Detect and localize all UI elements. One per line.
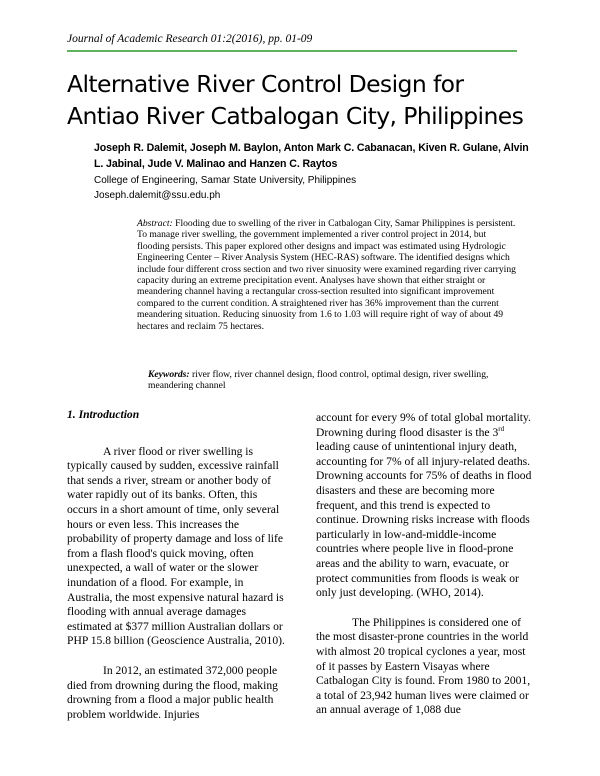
paragraph: A river flood or river swelling is typically caused by sudden, excessive rainfall that sends a river, stream or another body of water rapidly out of its banks. Often, this occurs in a short amount of time, only several hours or even less. This increases the probability of property damage and loss of life from a flash flood's quick moving, often unexpected, a wall of water or the slower inundation of a flood. For example, in Australia, the most expensive natural hazard is flooding with annual average damages estimated at $377 million Australian dollars or PHP 15.8 billion (Geoscience Australia, 2010).: [67, 444, 285, 648]
keywords-text: river flow, river channel design, flood control, optimal design, river swelling, meandering channel: [148, 369, 489, 392]
paragraph-text: account for every 9% of total global mortality. Drowning during flood disaster is the 3: [316, 411, 531, 439]
left-column: [67, 408, 285, 737]
keywords-label: Keywords:: [148, 369, 190, 380]
paragraph: The Philippines is considered one of the most disaster-prone countries in the world with almost 20 tropical cyclones a year, most of it passes by Eastern Visayas where Catbalogan City is found. From 1980 to 2001, a total of 23,942 human lives were claimed or an annual average of 1,088 due: [316, 615, 531, 717]
paper-title: Alternative River Control Design for Antiao River Catbalogan City, Philippines: [67, 70, 524, 130]
author-email: Joseph.dalemit@ssu.edu.ph: [94, 190, 221, 201]
superscript: rd: [498, 424, 505, 433]
abstract: [137, 218, 519, 332]
header-rule: [67, 50, 517, 52]
paragraph: In 2012, an estimated 372,000 people died from drowning during the flood, making drowning from a flood a major public health problem worldwide. Injuries: [67, 663, 278, 721]
affiliation: College of Engineering, Samar State University, Philippines: [94, 175, 357, 186]
author-list: Joseph R. Dalemit, Joseph M. Baylon, Anton Mark C. Cabanacan, Kiven R. Gulane, Alvin L. Jabinal, Jude V. Malinao and Hanzen C. Raytos: [94, 142, 529, 170]
right-column: [316, 411, 534, 733]
paragraph-text: leading cause of unintentional injury death, accounting for 7% of all injury-related deaths. Drowning accounts for 75% of deaths in flood disasters and these are becoming more frequent, and this trend is expected to continue. Drowning risks increase with floods particularly in low-and-middle-income countries where people live in flood-prone areas and the ability to warn, evacuate, or protect communities from floods is weak or only just developing. (WHO, 2014).: [316, 440, 532, 600]
paragraph: [316, 411, 534, 601]
affiliation-block: [94, 173, 356, 203]
abstract-text: Flooding due to swelling of the river in Catbalogan City, Samar Philippines is persistent. To manage river swelling, the government implemented a river control project in 2014, but flooding persists. This paper explored other designs and impact was estimated using Hydrologic Engineering Center – River Analysis System (HEC-RAS) software. The identified designs which include four different cross section and two river sinuosity were examined regarding river carrying capacity during an extreme precipitation event. Analyses have shown that either straight or meandering channel having a rectangular cross-section resulted into significant improvement compared to the current condition. A straightened river has 36% improvement than the current meandering situation. Reducing sinuosity from 1.6 to 1.03 will require right of way of about 49 hectares and reclaim 75 hectares.: [137, 218, 516, 332]
journal-citation: Journal of Academic Research 01:2(2016), pp. 01-09: [67, 33, 313, 45]
abstract-label: Abstract:: [137, 218, 173, 229]
section-heading: 1. Introduction: [67, 408, 140, 421]
keywords: [148, 369, 523, 392]
